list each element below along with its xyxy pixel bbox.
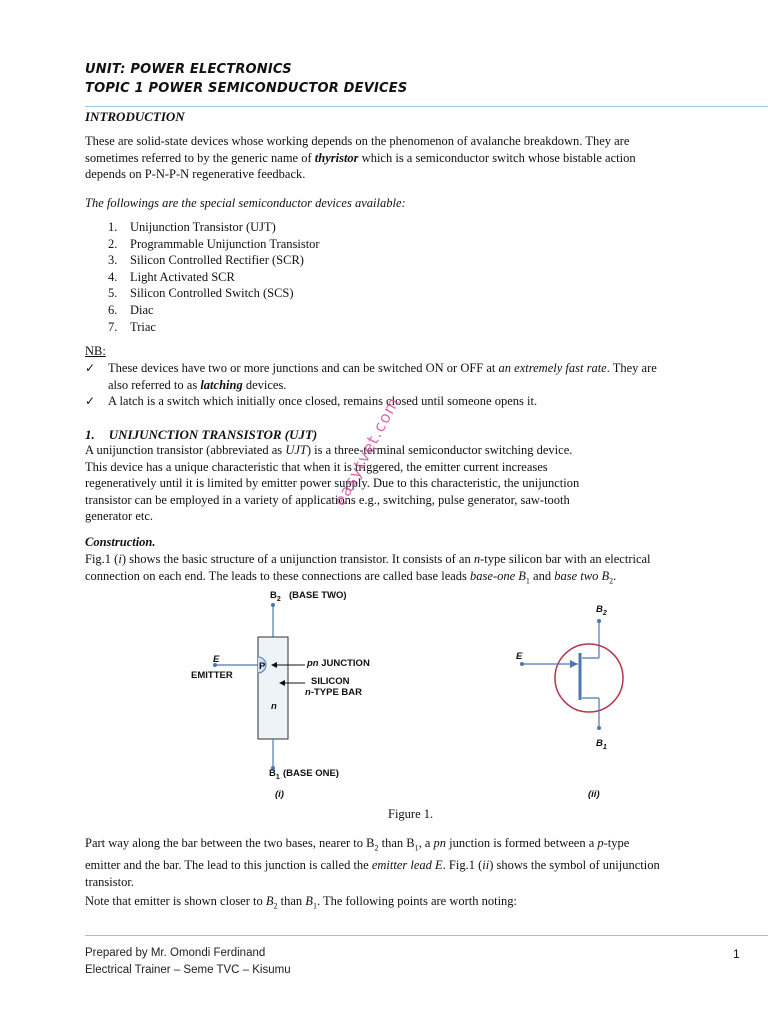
device-list bbox=[108, 219, 320, 335]
list-item: 4. Light Activated SCR bbox=[108, 269, 235, 284]
intro-paragraph: These are solid-state devices whose working depends on the phenomenon of avalanche breakdown. They are sometimes referred to by the generic name of thyristor which is a semiconductor switch whose bistable action depends on P-N-P-N regenerative feedback. bbox=[85, 134, 636, 182]
construction-paragraph: Fig.1 (i) shows the basic structure of a unijunction transistor. It consists of an n-type silicon bar with an electrical connection on each end. The leads to these connections are called base leads base-one $B_1$ and base two $B_2$. bbox=[85, 552, 651, 586]
header-rule bbox=[85, 106, 768, 107]
b1-label: $B_1$ bbox=[269, 768, 280, 781]
list-item: ✓ These devices have two or more junctions and can be switched ON or OFF at an extremely fast rate. They are also referred to as latching devices. bbox=[85, 361, 657, 392]
ujt-symbol-diagram bbox=[510, 598, 640, 803]
footer-text: Prepared by Mr. Omondi Ferdinand Electrical Trainer – Seme TVC – Kisumu bbox=[85, 947, 291, 976]
ujt-paragraph: A unijunction transistor (abbreviated as UJT) is a three-terminal semiconductor switching device. This device has a unique characteristic that when it is triggered, the emitter current increases regeneratively until it is limited by emitter power supply. Due to this characteristic, the unijunction transistor can be employed in a variety of applications e.g., switching, pulse generator, saw-tooth generator etc. bbox=[85, 443, 580, 524]
watermark: easytvet.com bbox=[330, 393, 404, 509]
unit-heading: UNIT: POWER ELECTRONICS bbox=[85, 62, 292, 77]
list-item: 3. Silicon Controlled Rectifier (SCR) bbox=[108, 253, 304, 268]
ujt-structure-diagram bbox=[185, 585, 385, 805]
nb-list bbox=[85, 360, 745, 410]
intro-heading: INTRODUCTION bbox=[85, 109, 185, 124]
list-item: 2. Programmable Unijunction Transistor bbox=[108, 236, 320, 251]
ujt-heading: 1. UNIJUNCTION TRANSISTOR (UJT) bbox=[85, 427, 318, 442]
b2-label: $B_2$ bbox=[270, 590, 281, 603]
footer-rule bbox=[85, 935, 768, 936]
symbol-envelope bbox=[555, 644, 623, 712]
base-one-label: (BASE ONE) bbox=[283, 768, 339, 779]
base-two-label: (BASE TWO) bbox=[289, 590, 347, 601]
list-item: 5. Silicon Controlled Switch (SCS) bbox=[108, 286, 294, 301]
silicon-bar bbox=[258, 637, 288, 739]
symbol-b1-terminal bbox=[597, 726, 601, 730]
list-item: 7. Triac bbox=[108, 319, 156, 334]
pn-junction-label: pn JUNCTION bbox=[307, 658, 370, 669]
junction-paragraph: Part way along the bar between the two bases, nearer to $B_2$ than $B_1$, a pn junction is formed between a p-type emitter and the bar. The lead to this junction is called the emitter lead E. Fig.1 (ii) shows the symbol of unijunction transistor. bbox=[85, 836, 660, 889]
emitter-label: EMITTER bbox=[191, 670, 233, 681]
e-label: E bbox=[213, 654, 220, 665]
note-paragraph: Note that emitter is shown closer to $B_2$ than $B_1$. The following points are worth noting: bbox=[85, 894, 518, 911]
n-label: n bbox=[271, 701, 277, 712]
p-label: P bbox=[259, 661, 266, 672]
list-intro: The followings are the special semiconductor devices available: bbox=[85, 196, 406, 210]
fig-ii-label: (ii) bbox=[588, 789, 600, 800]
base-two-terminal bbox=[271, 603, 275, 607]
nb-label: NB: bbox=[85, 344, 106, 358]
symbol-e-label: E bbox=[516, 651, 523, 662]
figure-caption: Figure 1. bbox=[388, 807, 434, 821]
symbol-b1-label: $B_1$ bbox=[596, 738, 607, 751]
symbol-b2-label: $B_2$ bbox=[596, 604, 607, 617]
list-item: 6. Diac bbox=[108, 302, 154, 317]
check-icon: ✓ bbox=[85, 394, 96, 409]
silicon-label: SILICON bbox=[311, 676, 350, 687]
list-item: ✓ A latch is a switch which initially once closed, remains closed until someone opens it. bbox=[85, 394, 538, 409]
list-item: 1. Unijunction Transistor (UJT) bbox=[108, 220, 276, 234]
page-number: 1 bbox=[733, 947, 740, 961]
arrow-head-icon bbox=[570, 660, 578, 668]
check-icon: ✓ bbox=[85, 361, 96, 375]
topic-heading: TOPIC 1 POWER SEMICONDUCTOR DEVICES bbox=[85, 81, 408, 96]
fig-i-label: (i) bbox=[275, 789, 284, 800]
ntype-bar-label: n-TYPE BAR bbox=[305, 687, 363, 698]
construction-heading: Construction. bbox=[85, 535, 156, 549]
